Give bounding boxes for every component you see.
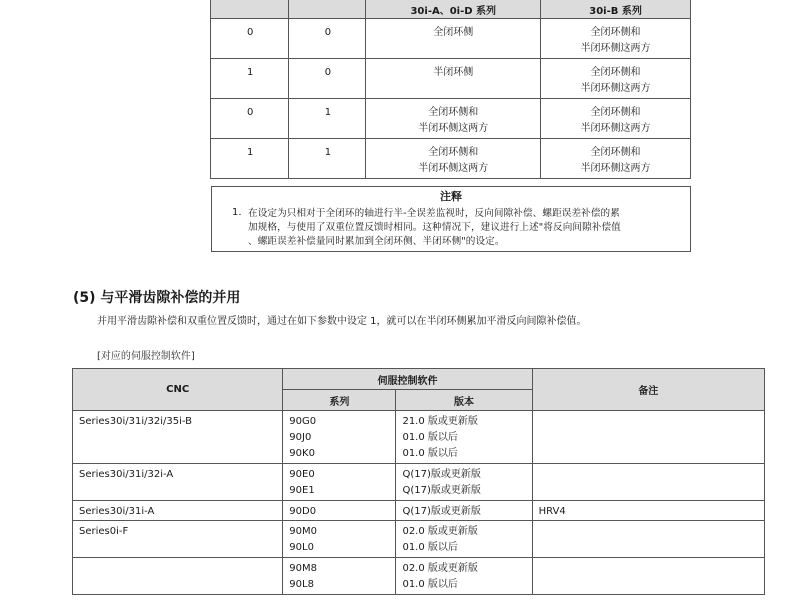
table-row <box>211 59 691 99</box>
table-row <box>73 411 765 464</box>
header-version: 版本 <box>396 390 532 411</box>
cnc-cell: Series30i/31i/32i/35i-B <box>73 411 283 464</box>
note-line: 在设定为只相对于全闭环的轴进行半-全误差监视时，反向间隙补偿、螺距误差补偿的累 <box>248 208 620 219</box>
table-row <box>73 558 765 595</box>
note-title: 注释 <box>440 190 462 203</box>
table-cell: 全闭环侧和 半闭环侧这两方 <box>541 139 691 179</box>
table-header-row <box>211 0 691 19</box>
table-cell: 1 <box>288 139 366 179</box>
table-cell: 半闭环侧 <box>366 59 541 99</box>
header-remarks: 备注 <box>532 369 764 411</box>
table-cell: 全闭环侧和 半闭环侧这两方 <box>541 99 691 139</box>
table-row <box>73 501 765 521</box>
header-software: 伺服控制软件 <box>283 369 532 390</box>
table-cell: 0 <box>288 19 366 59</box>
table-cell: 全闭环侧和 半闭环侧这两方 <box>366 99 541 139</box>
table-row <box>211 19 691 59</box>
remarks-cell <box>532 464 764 501</box>
cnc-cell: Series30i/31i/32i-A <box>73 464 283 501</box>
table-header-row <box>73 369 765 390</box>
subheading: [对应的伺服控制软件] <box>97 351 195 362</box>
version-cell: Q(17)版或更新版 Q(17)版或更新版 <box>396 464 532 501</box>
table-cell: 全闭环侧和 半闭环侧这两方 <box>366 139 541 179</box>
series-cell: 90E0 90E1 <box>283 464 396 501</box>
cnc-cell: Series0i-F <box>73 521 283 558</box>
note-line: 、螺距误差补偿量同时累加到全闭环侧、半闭环侧"的设定。 <box>248 236 505 247</box>
remarks-cell <box>532 411 764 464</box>
table-cell: 1 <box>288 99 366 139</box>
header-cell <box>288 0 366 19</box>
series-cell: 90D0 <box>283 501 396 521</box>
table-cell: 1 <box>211 139 289 179</box>
header-cnc: CNC <box>73 369 283 411</box>
note-text <box>248 207 684 249</box>
table-row <box>73 521 765 558</box>
version-cell: 02.0 版或更新版 01.0 版以后 <box>396 558 532 595</box>
parameter-table <box>210 0 691 179</box>
header-cell: 30i-A、0i-D 系列 <box>366 0 541 19</box>
cnc-cell <box>73 558 283 595</box>
servo-software-table <box>72 368 765 595</box>
remarks-cell <box>532 558 764 595</box>
table-cell: 0 <box>211 99 289 139</box>
table-cell: 0 <box>288 59 366 99</box>
note-line: 加规格，与使用了双重位置反馈时相同。这种情况下，建议进行上述"将反向间隙补偿值 <box>248 222 621 233</box>
header-cell <box>211 0 289 19</box>
note-number: 1. <box>232 207 242 218</box>
table-cell: 全闭环侧和 半闭环侧这两方 <box>541 59 691 99</box>
series-cell: 90M0 90L0 <box>283 521 396 558</box>
header-series: 系列 <box>283 390 396 411</box>
section-title: (5) 与平滑齿隙补偿的并用 <box>73 290 241 306</box>
table-row <box>211 99 691 139</box>
section-description: 并用平滑齿隙补偿和双重位置反馈时，通过在如下参数中设定 1，就可以在半闭环侧累加平滑反向间隙补偿值。 <box>97 316 587 327</box>
table-row <box>73 464 765 501</box>
table-cell: 1 <box>211 59 289 99</box>
table-cell: 全闭环侧 <box>366 19 541 59</box>
table-cell: 全闭环侧和 半闭环侧这两方 <box>541 19 691 59</box>
note-box <box>211 186 691 252</box>
remarks-cell <box>532 521 764 558</box>
version-cell: 02.0 版或更新版 01.0 版以后 <box>396 521 532 558</box>
remarks-cell: HRV4 <box>532 501 764 521</box>
version-cell: Q(17)版或更新版 <box>396 501 532 521</box>
cnc-cell: Series30i/31i-A <box>73 501 283 521</box>
table-row <box>211 139 691 179</box>
series-cell: 90G0 90J0 90K0 <box>283 411 396 464</box>
version-cell: 21.0 版或更新版 01.0 版以后 01.0 版以后 <box>396 411 532 464</box>
series-cell: 90M8 90L8 <box>283 558 396 595</box>
table-cell: 0 <box>211 19 289 59</box>
header-cell: 30i-B 系列 <box>541 0 691 19</box>
